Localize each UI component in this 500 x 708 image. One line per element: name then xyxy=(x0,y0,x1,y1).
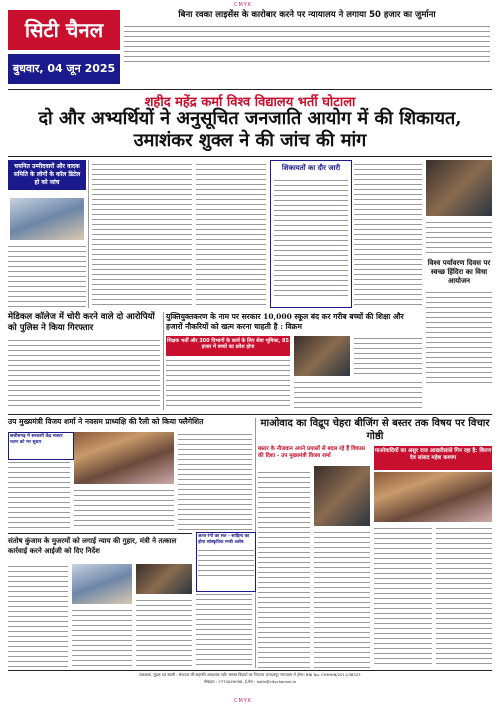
school-headline: युक्तियुक्तकरण के नाम पर सरकार 10,000 स्कूल बंद कर गरीब बच्चों की शिक्षा और हजारों नौकरियों को खत्म करना चाहती है : विक्रम xyxy=(166,312,404,331)
school-highlight: शिक्षक भर्ती और 300 विभागों के कार्य के लिए सेवा भूमिका, 85 हजार में बच्चों का प्रवेश होगा xyxy=(166,336,290,356)
top-story-headline: बिना रवका लाइसेंस के कारोबार करने पर न्यायालय ने लगाया 50 हजार का जुर्माना xyxy=(178,10,436,20)
top-divider xyxy=(8,89,492,90)
quote-box-body xyxy=(274,178,348,298)
maowad-body-col4 xyxy=(436,526,492,668)
bottom-story-photo xyxy=(72,564,132,604)
rally-body-left xyxy=(8,460,70,530)
bottom-story-photo-2 xyxy=(136,564,192,594)
building-photo xyxy=(10,198,84,240)
list-box xyxy=(8,432,74,460)
middle-column-body xyxy=(92,162,192,306)
maowad-body-col3 xyxy=(374,526,432,668)
footer xyxy=(8,672,492,684)
medical-headline: मेडिकल कॉलेज में चोरी करने वाले दो आरोपियों को पुलिस ने किया गिरफ्तार xyxy=(8,312,155,333)
right-column-text xyxy=(426,220,492,254)
maowad-headline: माओवाद का विद्रूप चेहरा बीजिंग से बस्तर तक विषय पर विचार गोष्ठी xyxy=(260,418,490,442)
small-box-title: आज रंगों का सत - साहित्य का होगा सांस्कृतिक मन्त्री अशेष xyxy=(198,534,250,545)
right-column-headline: विश्व पर्यावरण दिवस पर स्वच्छ हिंदिरा का विधा आयोजन xyxy=(427,258,491,285)
maowad-body-col2 xyxy=(314,530,370,668)
rally-body-right xyxy=(178,432,252,530)
rally-headline: उप मुख्यमंत्री विजय शर्मा ने नवसम प्राध्यक्षि की रैली को किया फ्लैगेशित xyxy=(8,417,204,426)
seminar-photo xyxy=(374,472,492,522)
bottom-story-body-col1 xyxy=(8,564,68,668)
rally-body-mid xyxy=(74,488,174,530)
bottom-story-body-col2 xyxy=(72,608,132,668)
small-box-body xyxy=(198,548,254,578)
school-body-right xyxy=(294,380,422,410)
main-headline: दो और अभ्यर्थियों ने अनुसूचित जनजाति आयोग में की शिकायत, उमाशंकर शुक्ल ने की जांच की मांग xyxy=(38,108,462,151)
main-divider xyxy=(8,156,492,157)
kicker-headline: शहीद महेंद्र कर्मा विश्व विद्यालय भर्ती घोटाला xyxy=(144,95,356,110)
left-column-body xyxy=(8,244,86,308)
masthead-title: सिटी चैनल xyxy=(8,10,120,50)
right-column-body xyxy=(426,290,492,384)
top-story-body xyxy=(124,24,490,64)
school-photo xyxy=(294,336,350,376)
cmyk-bottom-marker: CMYK xyxy=(234,698,253,704)
small-box xyxy=(196,532,256,592)
top-story xyxy=(124,10,490,64)
rally-photo xyxy=(74,432,174,484)
maowad-redbox: माओवादियों का असुर राज आखरीसांसे गिन रहा है: किरण देव सांसद महेश कश्यप xyxy=(374,446,492,470)
maowad-body-col1 xyxy=(258,470,310,668)
left-box-title: चयनित उम्मीदवारों और वादक समिति के लोगों के कॉल डिटेल हो को जांच xyxy=(8,160,86,190)
third-column-body xyxy=(354,162,422,306)
bottom-story-body-col3 xyxy=(136,598,192,668)
bottom-divider xyxy=(8,533,192,534)
speaker-photo xyxy=(314,466,370,526)
footer-contact: मोबाइल : 7774049096, ई-मेल : hello@citychannel.in xyxy=(203,679,297,684)
left-box xyxy=(8,160,86,190)
school-body xyxy=(166,358,290,410)
footer-imprint: प्रकाशक, मुद्रक एवं स्वामी : संपादक की सहमति आवश्यक नहीं। समस्त विवादों का निपटारा जगदलपुर न्यायालय में होगा। RNI No. CHHHIN/2011/38523 xyxy=(139,672,361,677)
medical-body xyxy=(8,338,160,410)
school-body-column xyxy=(354,336,422,378)
portrait-photo xyxy=(426,160,492,216)
bottom-story-headline: संतोष कुंजाम के मुजरमों को लगाई न्याय की गुहार, मंत्री ने तत्काल कार्रवाई करने आईजी को दिए निर्देश xyxy=(8,536,177,555)
quote-box xyxy=(270,160,352,308)
bottom-story-body-col4 xyxy=(196,592,252,668)
footer-divider xyxy=(8,670,492,671)
masthead-date: बुधवार, 04 जून 2025 xyxy=(8,54,120,84)
mid-divider xyxy=(8,414,492,415)
column-rule xyxy=(163,312,164,410)
maowad-subhead: बस्तर के नौजवान अपने प्रयासों से बदल रहे हैं विकास की दिशा - उप मुख्यमंत्री विजय शर्मा xyxy=(258,446,365,459)
list-box-title: छत्तीसगढ़ में सरकारी केंद्र मास्टर प्लान को भर सुधार xyxy=(10,434,63,445)
quote-box-title: शिकायतों का दौर जारी xyxy=(281,164,341,172)
masthead xyxy=(8,10,120,86)
cmyk-top-marker: CMYK xyxy=(234,2,253,8)
second-column-body xyxy=(196,162,266,306)
column-rule xyxy=(88,160,89,308)
